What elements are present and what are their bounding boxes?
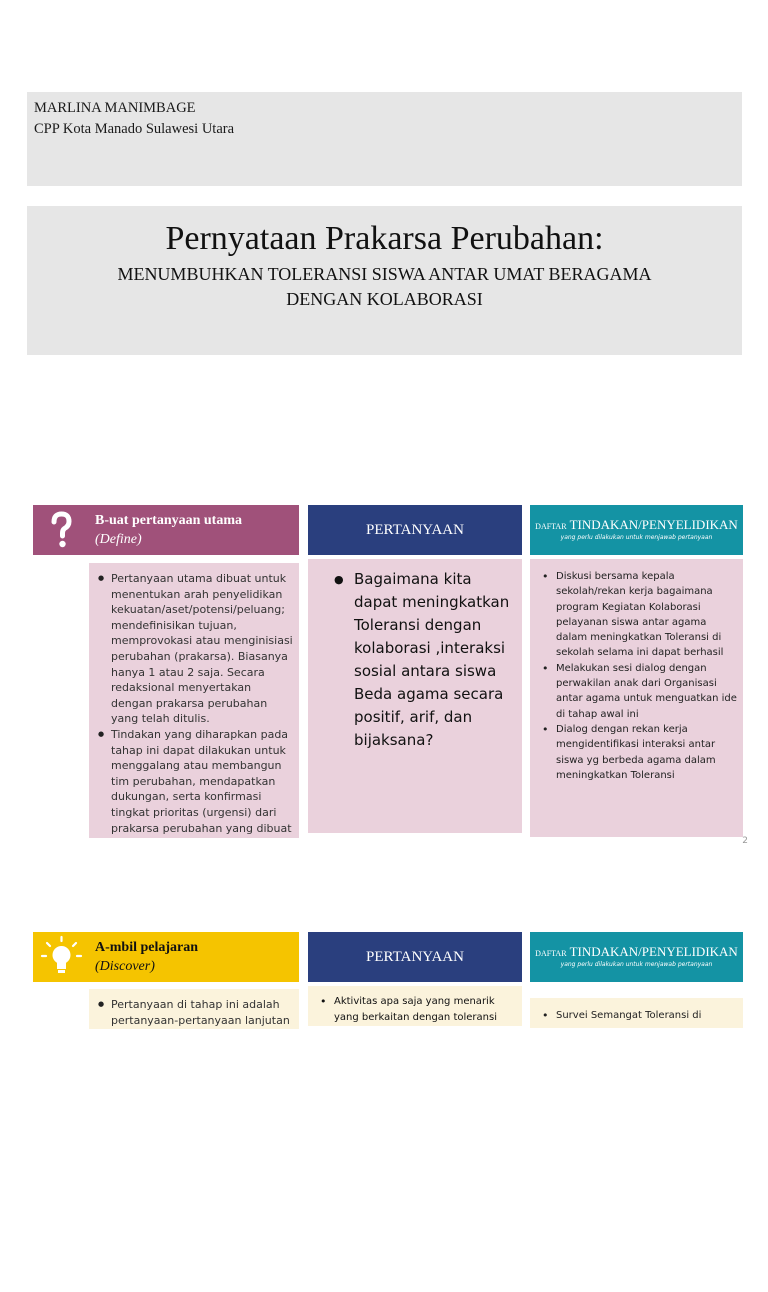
daftar-label-small: DAFTAR [535,949,567,958]
title-slide [27,206,742,355]
author-location: CPP Kota Manado Sulawesi Utara [34,121,235,137]
step-title: B-uat pertanyaan utama [95,513,243,528]
actions-panel [530,559,743,837]
author-box [27,92,742,186]
slide-define [0,505,768,865]
guide-item: ● Tindakan yang diharapkan pada tahap ini dapat dilakukan untuk menggalang atau membangun tim perubahan, mendapatkan dukungan, serta konfirmasi tingkat prioritas (urgensi) dari prakarsa perubahan yang dibuat [111,727,293,836]
step-subtitle: (Discover) [95,959,155,974]
subtitle-line-2: DENGAN KOLABORASI [286,289,483,309]
daftar-label-main: TINDAKAN/PENYELIDIKAN [569,517,738,532]
page-subtitle [27,262,742,312]
pertanyaan-header: PERTANYAAN [308,505,522,555]
pertanyaan-header: PERTANYAAN [308,932,522,982]
daftar-sub: yang perlu dilakukan untuk menjawab pertanyaan [560,961,713,968]
subtitle-line-1: MENUMBUHKAN TOLERANSI SISWA ANTAR UMAT BERAGAMA [117,264,652,284]
action-item: • Diskusi bersama kepala sekolah/rekan kerja bagaimana program Kegiatan Kolaborasi pelayanan siswa antar agama dalam meningkatkan Toleransi di sekolah selama ini dapat berhasil [556,569,737,661]
action-item: • Dialog dengan rekan kerja mengidentifikasi interaksi antar siswa yg berbeda agama dalam meningkatkan Toleransi [556,722,737,783]
daftar-label-small: DAFTAR [535,522,567,531]
guide-panel [89,989,299,1029]
guide-item: ● Pertanyaan di tahap ini adalah pertanyaan-pertanyaan lanjutan [111,997,293,1028]
page-title: Pernyataan Prakarsa Perubahan: [165,220,604,257]
question-item: • Aktivitas apa saja yang menarik yang berkaitan dengan toleransi [334,994,514,1026]
lightbulb-icon [33,932,90,982]
daftar-sub: yang perlu dilakukan untuk menjawab pertanyaan [560,534,713,541]
daftar-header [530,932,743,982]
daftar-header [530,505,743,555]
question-panel [308,986,522,1026]
step-header [90,932,299,982]
action-item: • Melakukan sesi dialog dengan perwakilan anak dari Organisasi antar agama untuk menguatkan ide di tahap awal ini [556,661,737,722]
guide-item: ● Pertanyaan utama dibuat untuk menentukan arah penyelidikan kekuatan/aset/potensi/peluang; mendefinisikan tujuan, memprovokasi atau menginisiasi perubahan (prakarsa). Biasanya hanya 1 atau 2 saja. Secara redaksional menyertakan dengan prakarsa perubahan yang telah ditulis. [111,571,293,727]
slide-discover [0,932,768,1292]
author-name: MARLINA MANIMBAGE [34,100,196,116]
step-header [90,505,299,555]
step-subtitle: (Define) [95,532,142,547]
question-mark-icon [33,505,90,555]
question-panel [308,559,522,833]
page-number: 2 [742,836,748,846]
step-title: A-mbil pelajaran [95,940,199,955]
daftar-label-main: TINDAKAN/PENYELIDIKAN [569,944,738,959]
guide-panel [89,563,299,838]
action-item: • Survei Semangat Toleransi di [556,1008,737,1023]
question-item: ● Bagaimana kita dapat meningkatkan Toleransi dengan kolaborasi ,interaksi sosial antara siswa Beda agama secara positif, arif, dan bijaksana? [354,568,514,752]
